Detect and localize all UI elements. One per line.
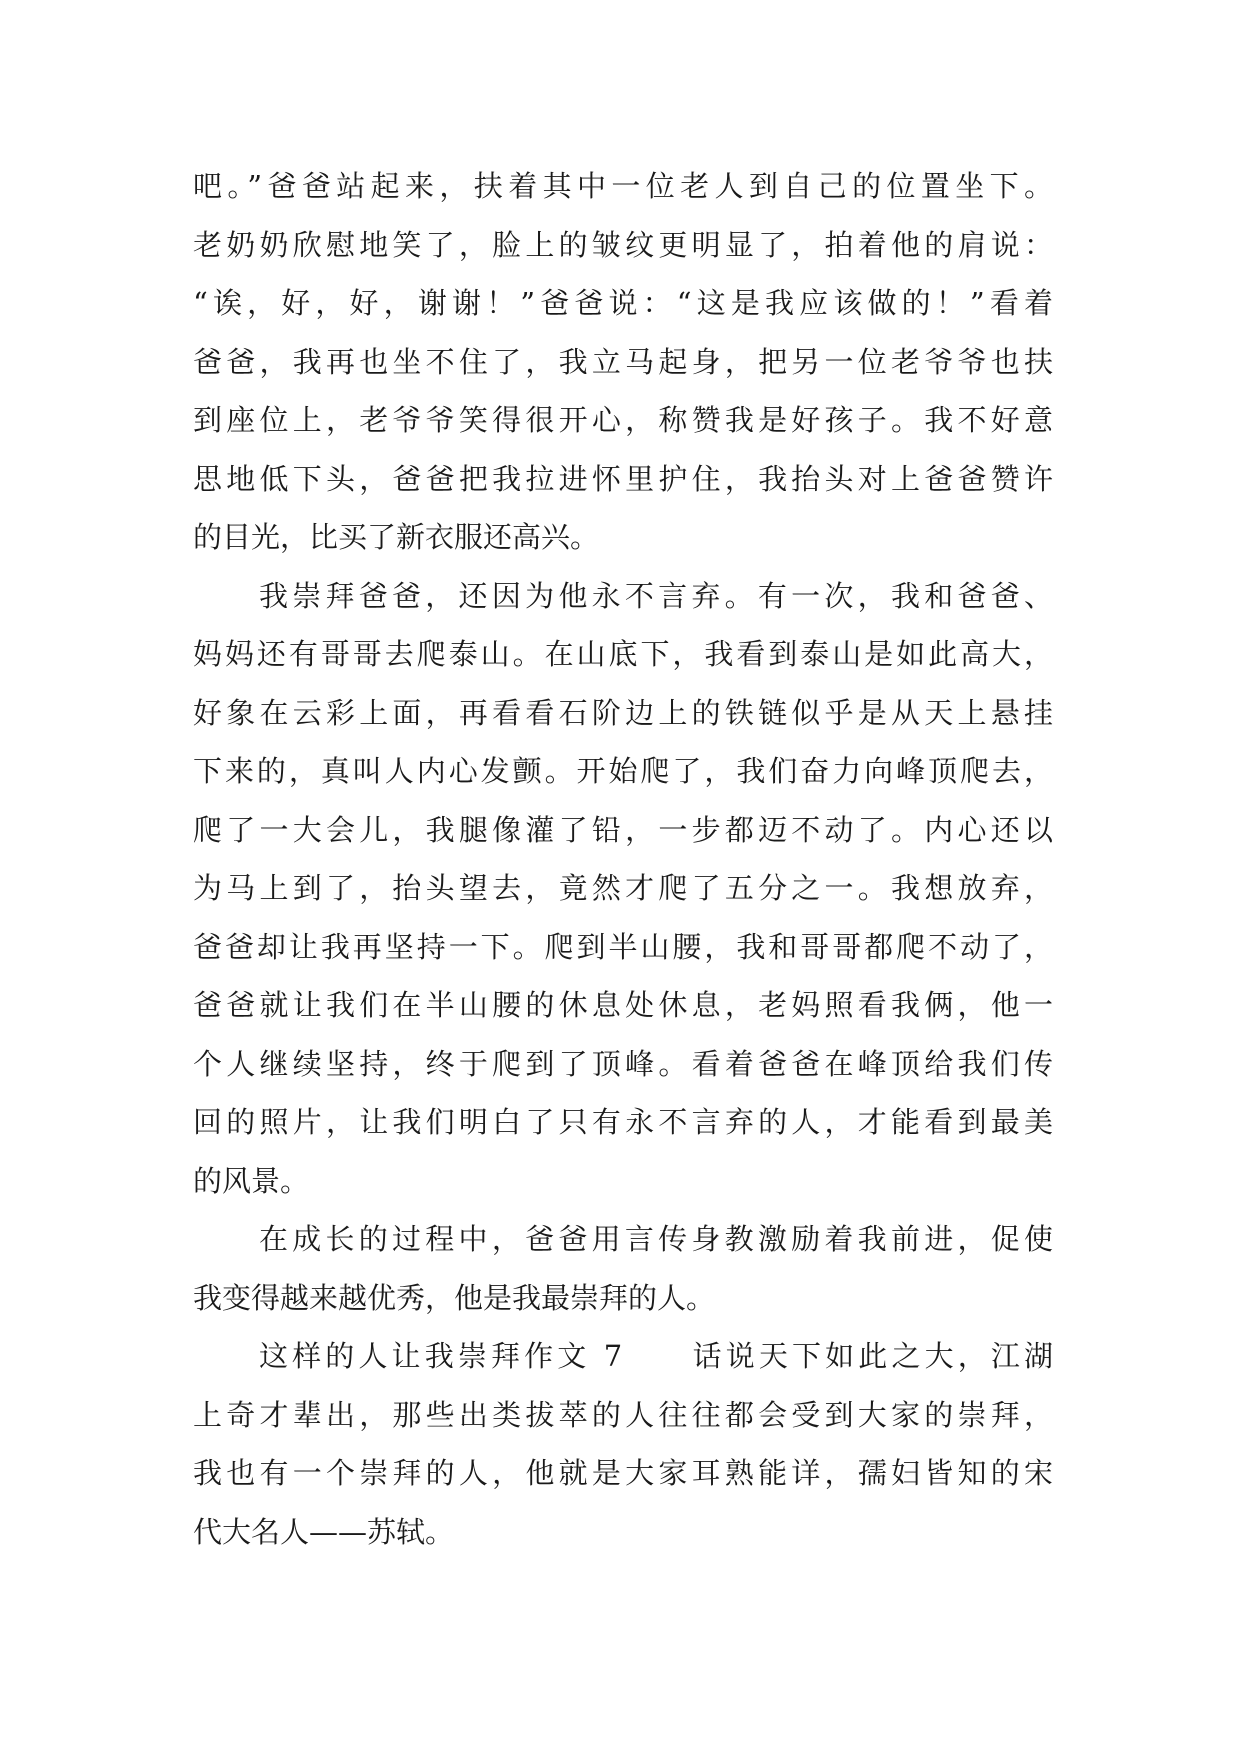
text-line: 吧。”爸爸站起来，扶着其中一位老人到自己的位置坐下。 (193, 169, 1053, 203)
text-line: 回的照片，让我们明白了只有永不言弃的人，才能看到最美 (193, 1105, 1053, 1139)
text-line: 好象在云彩上面，再看看石阶边上的铁链似乎是从天上悬挂 (193, 695, 1053, 730)
document-body (193, 157, 1053, 1561)
text-line: 的目光，比买了新衣服还高兴。 (193, 520, 600, 554)
text-line: 的风景。 (193, 1163, 310, 1198)
text-line: 思地低下头，爸爸把我拉进怀里护住，我抬头对上爸爸赞许 (193, 461, 1053, 496)
text-line: 爸爸就让我们在半山腰的休息处休息，老妈照看我俩，他一 (193, 988, 1053, 1022)
text-line: 爸爸却让我再坚持一下。爬到半山腰，我和哥哥都爬不动了， (193, 929, 1053, 964)
text-line: 个人继续坚持，终于爬到了顶峰。看着爸爸在峰顶给我们传 (193, 1046, 1053, 1081)
text-line: 爸爸，我再也坐不住了，我立马起身，把另一位老爷爷也扶 (193, 344, 1053, 379)
text-line: 我变得越来越优秀，他是我最崇拜的人。 (193, 1280, 716, 1315)
text-line: 上奇才辈出，那些出类拔萃的人往往都会受到大家的崇拜， (193, 1397, 1053, 1432)
text-line: 我崇拜爸爸，还因为他永不言弃。有一次，我和爸爸、 (259, 578, 1053, 613)
text-line: 代大名人——苏轼。 (193, 1514, 455, 1549)
text-line: 到座位上，老爷爷笑得很开心，称赞我是好孩子。我不好意 (193, 403, 1053, 437)
text-line: 老奶奶欣慰地笑了，脸上的皱纹更明显了，拍着他的肩说： (193, 227, 1053, 262)
text-line: 在成长的过程中，爸爸用言传身教激励着我前进，促使 (259, 1222, 1053, 1256)
text-line: 下来的，真叫人内心发颤。开始爬了，我们奋力向峰顶爬去， (193, 754, 1053, 788)
text-line: 这样的人让我崇拜作文 7 话说天下如此之大，江湖 (259, 1339, 1053, 1373)
text-line: 为马上到了，抬头望去，竟然才爬了五分之一。我想放弃， (193, 871, 1053, 905)
text-line: 我也有一个崇拜的人，他就是大家耳熟能详，孺妇皆知的宋 (193, 1456, 1053, 1490)
text-line: 妈妈还有哥哥去爬泰山。在山底下，我看到泰山是如此高大， (193, 637, 1053, 671)
text-line: “诶，好，好，谢谢！”爸爸说：“这是我应该做的！”看着 (193, 286, 1053, 320)
text-line: 爬了一大会儿，我腿像灌了铅，一步都迈不动了。内心还以 (193, 812, 1053, 847)
